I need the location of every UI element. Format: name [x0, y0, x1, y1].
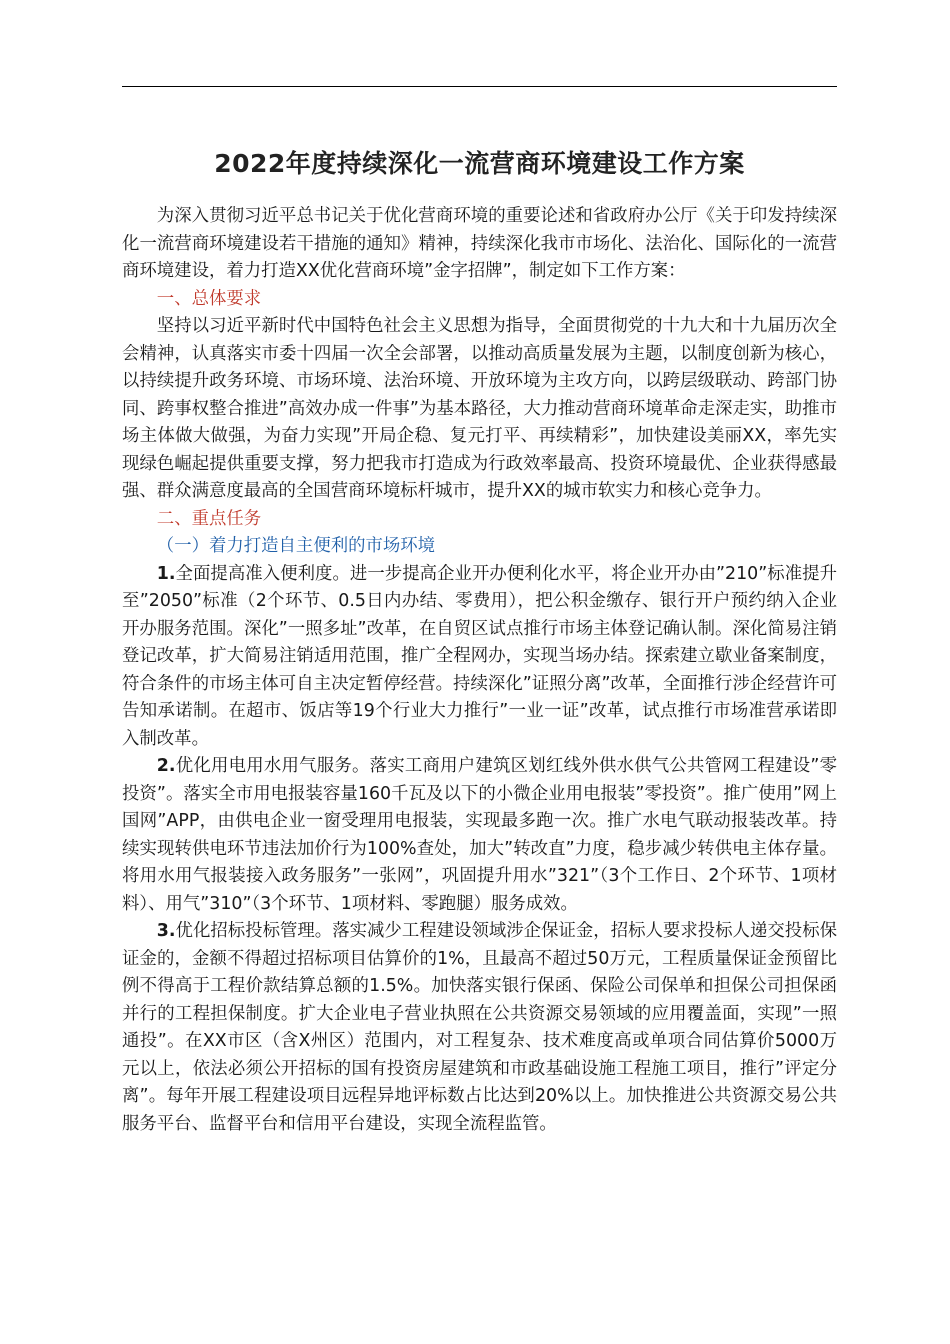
document-body [122, 203, 837, 1138]
section-heading-key-tasks: 二、重点任务 [156, 508, 262, 529]
task-item-text: 全面提高准入便利度。进一步提高企业开办便利化水平，将企业开办由”210”标准提升至”2050”标准（2个环节、0.5日内办结、零费用），把公积金缴存、银行开户预约纳入企业开办服务范围。深化”一照多址”改革，在自贸区试点推行市场主体登记确认制。深化简易注销登记改革，扩大简易注销适用范围，推广全程网办，实现当场办结。探索建立歇业备案制度，符合条件的市场主体可自主决定暂停经营。持续深化”证照分离”改革，全面推行涉企经营许可告知承诺制。在超市、饭店等19个行业大力推行”一业一证”改革，试点推行市场准营承诺即入制改革。 [122, 563, 837, 749]
task-item [122, 561, 837, 754]
header-rule [122, 86, 837, 87]
task-item-text: 优化用电用水用气服务。落实工商用户建筑区划红线外供水供气公共管网工程建设”零投资”。落实全市用电报装容量160千瓦及以下的小微企业用电报装”零投资”。推广使用”网上国网”APP，由供电企业一窗受理用电报装，实现最多跑一次。推广水电气联动报装改革。持续实现转供电环节违法加价行为100%查处，加大”转改直”力度，稳步减少转供电主体存量。将用水用气报装接入政务服务”一张网”，巩固提升用水”321”（3个工作日、2个环节、1项材料）、用气”310”（3个环节、1项材料、零跑腿）服务成效。 [122, 756, 837, 914]
task-item-number: 2. [156, 756, 176, 776]
general-requirements-paragraph: 坚持以习近平新时代中国特色社会主义思想为指导，全面贯彻党的十九大和十九届历次全会精神，认真落实市委十四届一次全会部署，以推动高质量发展为主题，以制度创新为核心，以持续提升政务环境、市场环境、法治环境、开放环境为主攻方向，以跨层级联动、跨部门协同、跨事权整合推进”高效办成一件事”为基本路径，大力推动营商环境革命走深走实，助推市场主体做大做强，为奋力实现”开局企稳、复元打平、再续精彩”，加快建设美丽XX，率先实现绿色崛起提供重要支撑，努力把我市打造成为行政效率最高、投资环境最优、企业获得感最强、群众满意度最高的全国营商环境标杆城市，提升XX的城市软实力和核心竞争力。 [122, 316, 837, 501]
task-item-number: 1. [156, 563, 176, 584]
task-item [122, 753, 837, 918]
section-heading-general-requirements: 一、总体要求 [156, 288, 262, 309]
task-item [122, 918, 837, 1138]
task-item-text: 优化招标投标管理。落实减少工程建设领域涉企保证金，招标人要求投标人递交投标保证金的，金额不得超过招标项目估算价的1%，且最高不超过50万元，工程质量保证金预留比例不得高于工程价款结算总额的1.5%。加快落实银行保函、保险公司保单和担保公司担保函并行的工程担保制度。扩大企业电子营业执照在公共资源交易领域的应用覆盖面，实现”一照通投”。在XX市区（含X州区）范围内，对工程复杂、技术难度高或单项合同估算价5000万元以上，依法必须公开招标的国有投资房屋建筑和市政基础设施工程施工项目，推行”评定分离”。每年开展工程建设项目远程异地评标数占比达到20%以上。加快推进公共资源交易公共服务平台、监督平台和信用平台建设，实现全流程监管。 [122, 921, 837, 1134]
intro-paragraph: 为深入贯彻习近平总书记关于优化营商环境的重要论述和省政府办公厅《关于印发持续深化一流营商环境建设若干措施的通知》精神，持续深化我市市场化、法治化、国际化的一流营商环境建设，着力打造XX优化营商环境”金字招牌”，制定如下工作方案： [122, 206, 837, 281]
document-title: 2022年度持续深化一流营商环境建设工作方案 [214, 149, 745, 178]
task-item-number: 3. [156, 921, 176, 941]
subsection-heading-market-environment: （一）着力打造自主便利的市场环境 [156, 536, 436, 556]
